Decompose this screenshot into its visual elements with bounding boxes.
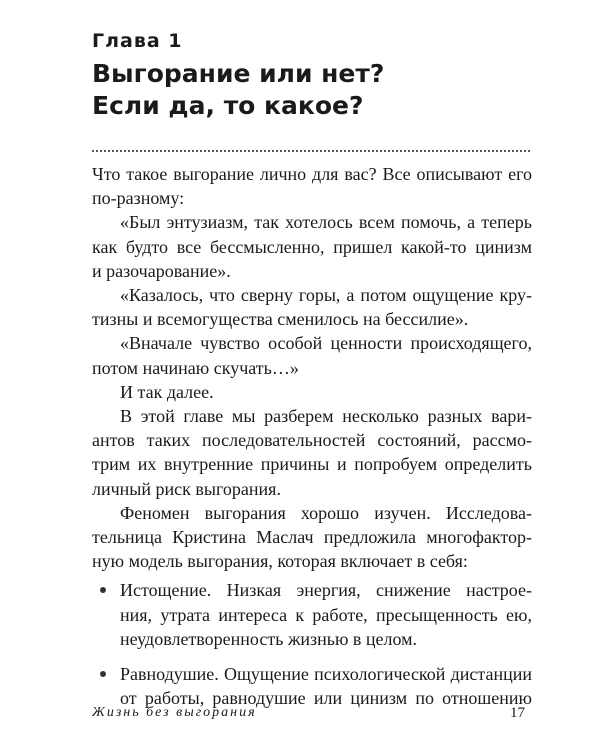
bullet-icon: [100, 587, 106, 593]
list-item: [92, 578, 532, 651]
text-line: тизны и всемогущества сменилось на бессилие».: [92, 309, 469, 330]
text-line: Что такое выгорание лично для вас? Все описывают его: [92, 164, 532, 184]
body-text: [92, 162, 532, 710]
text-line: «Был энтузиазм, так хотелось всем помочь, а теперь: [120, 212, 532, 233]
text-line: Феномен выгорания хорошо изучен. Исследова-: [120, 502, 532, 523]
text-line: потом начинаю скучать…»: [92, 357, 299, 378]
text-line: Равнодушие. Ощущение психологической дистанции: [120, 664, 532, 685]
text-line: Истощение. Низкая энергия, снижение настрое-: [120, 580, 532, 601]
text-line: тельница Кристина Маслач предложила многофактор-: [92, 527, 532, 548]
bullet-icon: [100, 671, 106, 677]
text-line: В этой главе мы разберем несколько разных вари-: [120, 406, 532, 427]
dotted-divider: [92, 150, 530, 152]
text-line: трим их внутренние причины и попробуем определить: [92, 454, 532, 475]
bullet-list: [92, 578, 532, 710]
text-line: как будто все бессмысленно, пришел какой-то цинизм: [92, 236, 532, 257]
chapter-title: [92, 58, 384, 122]
text-line: и разочарование».: [92, 260, 231, 281]
text-line: антов таких последовательностей состояний, рассмо-: [92, 430, 532, 451]
chapter-title-line: Если да, то какое?: [92, 91, 364, 120]
text-line: личный риск выгорания.: [92, 478, 281, 499]
text-line: от работы, равнодушие или цинизм по отношению: [120, 688, 532, 709]
list-item: [92, 662, 532, 710]
running-footer-title: Жизнь без выгорания: [92, 705, 257, 720]
text-line: ную модель выгорания, которая включает в себя:: [92, 551, 468, 572]
text-line: «Вначале чувство особой ценности происходящего,: [120, 333, 532, 354]
chapter-label: Глава 1: [92, 30, 183, 52]
text-line: по-разному:: [92, 188, 185, 209]
text-line: «Казалось, что сверну горы, а потом ощущение кру-: [120, 285, 532, 306]
page-number: 17: [510, 705, 525, 721]
chapter-title-line: Выгорание или нет?: [92, 59, 385, 88]
text-line: неудовлетворенность жизнью в целом.: [120, 628, 418, 649]
text-line: И так далее.: [120, 381, 214, 402]
text-line: ния, утрата интереса к работе, пресыщенность ею,: [120, 604, 532, 625]
